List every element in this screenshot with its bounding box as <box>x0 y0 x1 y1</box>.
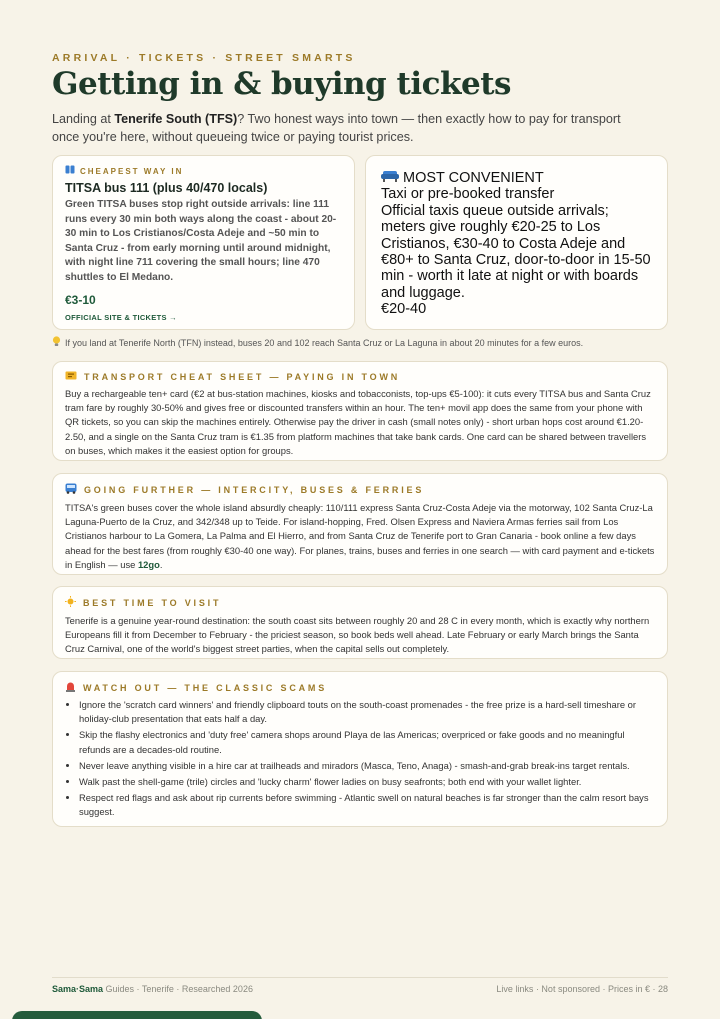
further-end: . <box>159 558 163 570</box>
scams-label-row <box>65 681 655 695</box>
list-item: • Skip the flashy electronics and 'duty free' camera shops around Playa de las Americas; overpriced or fake goods and no meaningful refunds are a decades-old routine. <box>79 728 655 756</box>
cheapest-way-card <box>52 155 355 330</box>
best-text: Tenerife is a genuine year-round destination: the south coast sits between roughly 20 and 28 C in every month, which is exactly why northern Europeans fill it from December to February - the priciest season, so book beds well ahead. Late February or early March brings the Santa Cruz Carnival, one of the world's biggest street parties, when the capital sells out completely. <box>65 615 650 655</box>
alarm-icon <box>65 681 76 695</box>
footer-brand: Sama·Sama <box>52 984 104 994</box>
intro-paragraph <box>52 110 642 146</box>
convenient-body: Official taxis queue outside arrivals; meters give roughly €20-25 to Los Cristianos, €30-40 to Costa Adeje and €80+ to Santa Cruz, door-to-door in 15-50 min - worth it late at night or with boards and luggage. <box>381 202 651 301</box>
scams-label: WATCH OUT — THE CLASSIC SCAMS <box>83 683 328 693</box>
sun-icon <box>65 596 76 610</box>
going-further-card <box>52 473 668 575</box>
lightbulb-icon <box>52 336 61 350</box>
bottom-bar <box>12 1011 262 1019</box>
list-item: • Never leave anything visible in a hire car at trailheads and miradors (Masca, Teno, Anaga) - smash-and-grab break-ins target rentals. <box>79 759 655 773</box>
cheapest-label: CHEAPEST WAY IN <box>80 166 184 176</box>
cheat-label-row <box>65 371 655 383</box>
scams-list <box>65 698 655 820</box>
list-item: • Ignore the 'scratch card winners' and friendly clipboard touts on the south-coast promenades - the free prize is a hard-sell timeshare or holiday-club presentation that eats half a day. <box>79 698 655 726</box>
intro-airport: Tenerife South (TFS) <box>114 112 238 126</box>
intro-after: ? Two honest ways into town — then exactly how to pay for transport once you're here, without queueing twice or paying tourist prices. <box>52 112 621 144</box>
cheat-label: TRANSPORT CHEAT SHEET — PAYING IN TOWN <box>84 372 401 382</box>
best-label-row <box>65 596 655 610</box>
footer-left-text: Guides · Tenerife · Researched 2026 <box>103 984 253 994</box>
page-footer <box>52 977 668 994</box>
further-text: TITSA's green buses cover the whole island absurdly cheaply: 110/111 express Santa Cruz-Costa Adeje via the motorway, 102 Santa Cruz-La Laguna-Puerto de la Cruz, and 342/348 up to Teide. For island-hopping, Fred. Olsen Express and Naviera Armas ferries sail from Los Cristianos harbour to La Gomera, La Palma and El Hierro, and from Santa Cruz de Tenerife port to Gran Canaria - book online a few days ahead for the best fares (from roughly €30-40 one way). For planes, trains, buses and ferries in one search — with card payment and e-tickets in English — use <box>65 502 655 570</box>
most-convenient-card <box>365 155 668 330</box>
list-item: • Respect red flags and ask about rip currents before swimming - Atlantic swell on natural beaches is far stronger than the calm resort bays suggest. <box>79 791 655 819</box>
arrival-tip <box>52 336 583 350</box>
further-text-block <box>65 501 655 572</box>
sofa-icon <box>381 168 399 185</box>
cheapest-body: Green TITSA buses stop right outside arrivals: line 111 runs every 30 min both ways along the coast - about 20-30 min to Los Cristianos/Costa Adeje and ~50 min to Santa Cruz - from early morning until around midnight, with night line 711 covering the small hours; line 470 shuttles to El Medano. <box>65 199 337 283</box>
convenient-label: MOST CONVENIENT <box>403 170 544 186</box>
list-item: • Walk past the shell-game (trile) circles and 'lucky charm' flower ladies on busy seafronts; both end with your wallet lighter. <box>79 775 655 789</box>
convenient-heading: Taxi or pre-booked transfer <box>381 186 555 203</box>
cheapest-label-row <box>65 165 342 177</box>
cheapest-price: €3-10 <box>65 293 96 307</box>
ticket-icon <box>65 371 77 383</box>
footer-left <box>52 984 253 994</box>
cheat-text: Buy a rechargeable ten+ card (€2 at bus-station machines, kiosks and tobacconists, top-ups €5-100): it cuts every TITSA bus and Santa Cruz tram fare by roughly 30-50% and gives free or discounted transfers within an hour. The ten+ movil app does the same from your phone with QR tickets, so you can skip the machines entirely. Otherwise pay the driver in cash (small notes only) - short urban hops cost around €1.20-2.50, and a single on the Santa Cruz tram is €1.35 from platform machines that take bank cards. One card can be shared between travellers on buses, which makes it the easiest option for groups. <box>65 388 651 456</box>
convenient-price: €20-40 <box>381 301 427 318</box>
official-site-link[interactable]: OFFICIAL SITE & TICKETS → <box>65 313 177 322</box>
12go-link[interactable]: 12go <box>137 558 160 570</box>
convenient-label-row <box>381 168 652 186</box>
bus-icon <box>65 483 77 497</box>
best-label: BEST TIME TO VISIT <box>83 598 222 608</box>
footer-right: Live links · Not sponsored · Prices in € · 28 <box>496 984 668 994</box>
cheapest-heading: TITSA bus 111 (plus 40/470 locals) <box>65 181 268 195</box>
section-kicker: ARRIVAL · TICKETS · STREET SMARTS <box>52 52 356 64</box>
best-time-card <box>52 586 668 659</box>
page-title: Getting in & buying tickets <box>52 66 511 102</box>
transport-cheat-sheet-card <box>52 361 668 461</box>
bus-stop-icon <box>65 165 75 177</box>
tip-text: If you land at Tenerife North (TFN) instead, buses 20 and 102 reach Santa Cruz or La Laguna in about 20 minutes for a few euros. <box>65 338 584 348</box>
intro-before: Landing at <box>52 112 115 126</box>
further-label-row <box>65 483 655 497</box>
further-label: GOING FURTHER — INTERCITY, BUSES & FERRIES <box>84 485 425 495</box>
scams-card <box>52 671 668 827</box>
